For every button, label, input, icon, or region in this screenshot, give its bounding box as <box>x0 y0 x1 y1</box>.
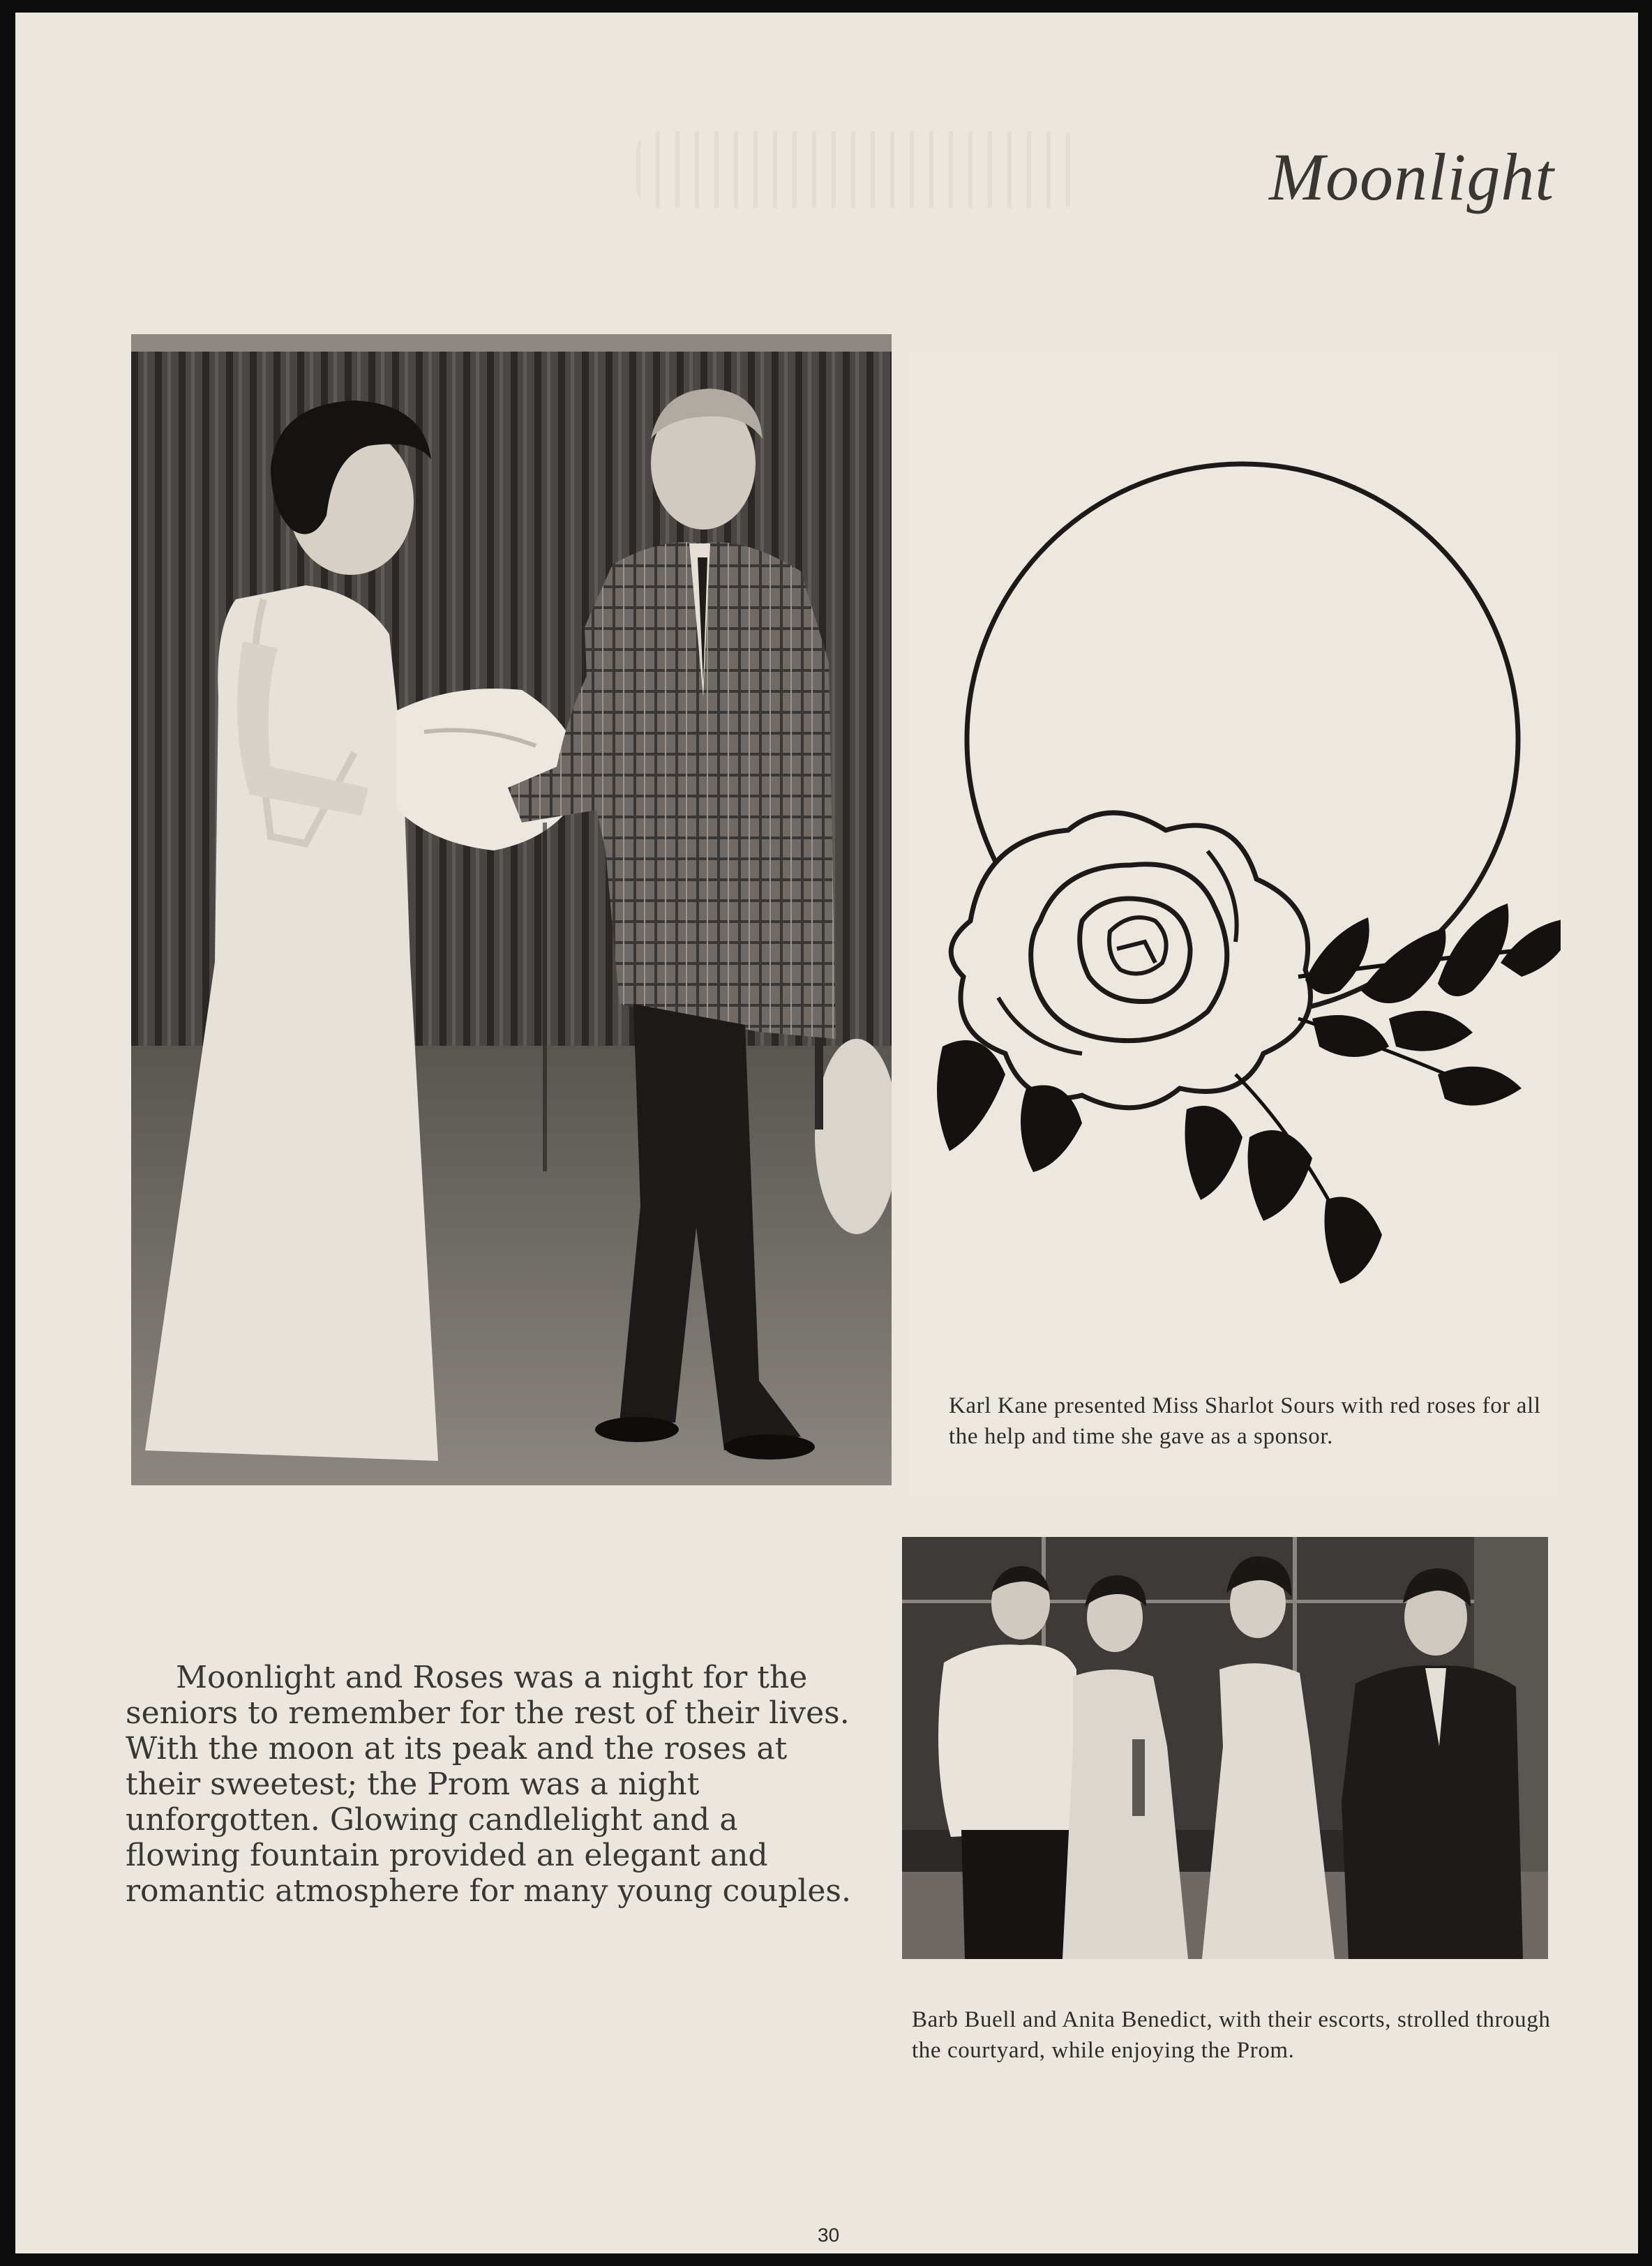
rose-moon-illustration <box>908 349 1561 1496</box>
page-title: Moonlight <box>1269 140 1554 214</box>
yearbook-page <box>15 13 1638 2253</box>
story-paragraph: Moonlight and Roses was a night for the seniors to remember for the rest of their lives. With the moon at its peak and the roses at their sweetest; the Prom was a night unforgotten. Glowing candlelight and a flowing fountain provided an elegant and romantic atmosphere for many young couples. <box>126 1660 851 1909</box>
photo-couples-courtyard <box>902 1537 1548 1959</box>
photo-rose-presentation <box>131 334 892 1485</box>
caption-couples-courtyard: Barb Buell and Anita Benedict, with their escorts, strolled through the courtyard, while enjoying the Prom. <box>912 2007 1551 2063</box>
rose-moon-art <box>908 349 1561 1496</box>
caption-rose-presentation: Karl Kane presented Miss Sharlot Sours with red roses for all the help and time she gave as a sponsor. <box>949 1393 1541 1449</box>
show-through-text <box>636 131 1083 208</box>
photo-couples-image <box>902 1537 1548 1959</box>
photo-rose-presentation-image <box>131 334 892 1485</box>
page-number: 30 <box>818 2224 840 2246</box>
